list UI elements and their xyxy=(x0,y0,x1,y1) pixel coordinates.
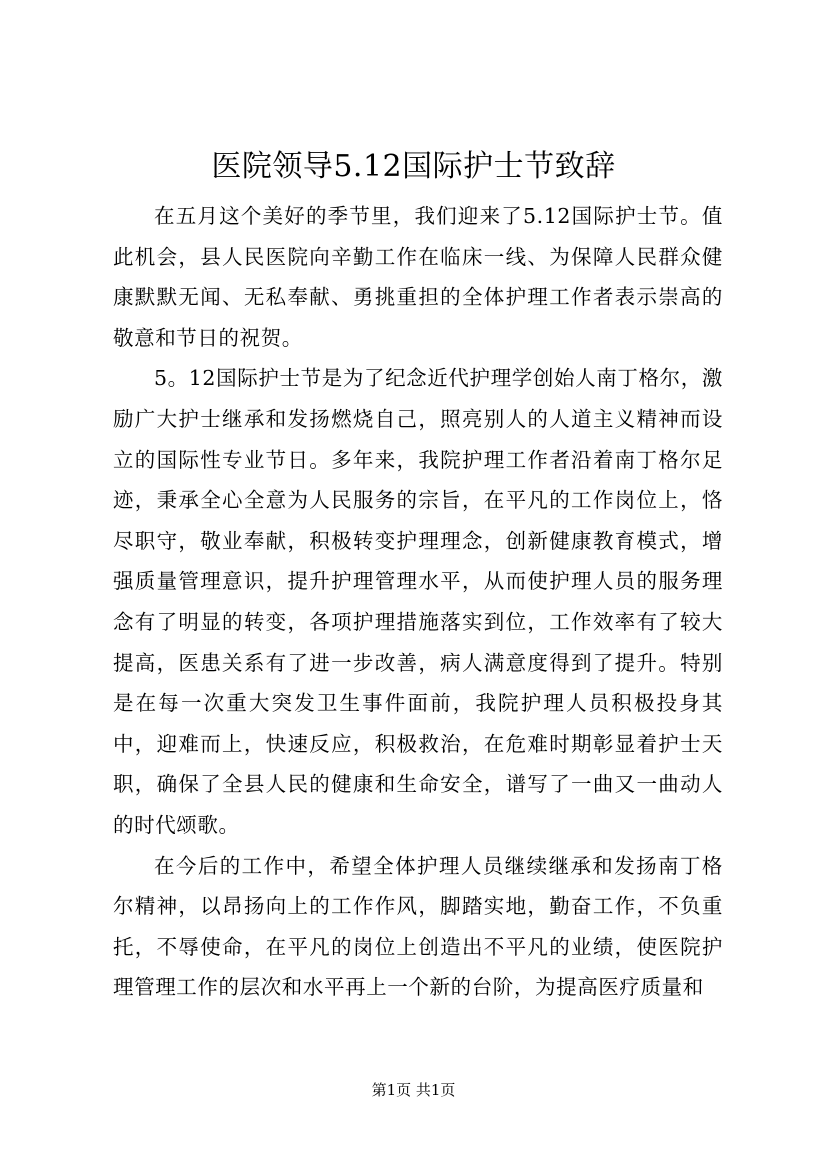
document-title: 医院领导5.12国际护士节致辞 xyxy=(211,149,616,184)
paragraph-1: 在五月这个美好的季节里，我们迎来了5.12国际护士节。值此机会，县人民医院向辛勤工作在临床一线、为保障人民群众健康默默无闻、无私奉献、勇挑重担的全体护理工作者表示崇高的敬意和节日的祝贺。 xyxy=(113,204,723,350)
document-body xyxy=(113,196,723,1008)
paragraph-3: 在今后的工作中，希望全体护理人员继续继承和发扬南丁格尔精神，以昂扬向上的工作作风，脚踏实地，勤奋工作，不负重托，不辱使命，在平凡的岗位上创造出不平凡的业绩，使医院护理管理工作的层次和水平再上一个新的台阶，为提高医疗质量和 xyxy=(113,853,723,1000)
paragraph-2: 5。12国际护士节是为了纪念近代护理学创始人南丁格尔，激励广大护士继承和发扬燃烧自己，照亮别人的人道主义精神而设立的国际性专业节日。多年来，我院护理工作者沿着南丁格尔足迹，秉承全心全意为人民服务的宗旨，在平凡的工作岗位上，恪尽职守，敬业奉献，积极转变护理理念，创新健康教育模式，增强质量管理意识，提升护理管理水平，从而使护理人员的服务理念有了明显的转变，各项护理措施落实到位，工作效率有了较大提高，医患关系有了进一步改善，病人满意度得到了提升。特别是在每一次重大突发卫生事件面前，我院护理人员积极投身其中，迎难而上，快速反应，积极救治，在危难时期彰显着护士天职，确保了全县人民的健康和生命安全，谱写了一曲又一曲动人的时代颂歌。 xyxy=(113,366,723,837)
page-footer: 第1页 共1页 xyxy=(371,1081,456,1099)
